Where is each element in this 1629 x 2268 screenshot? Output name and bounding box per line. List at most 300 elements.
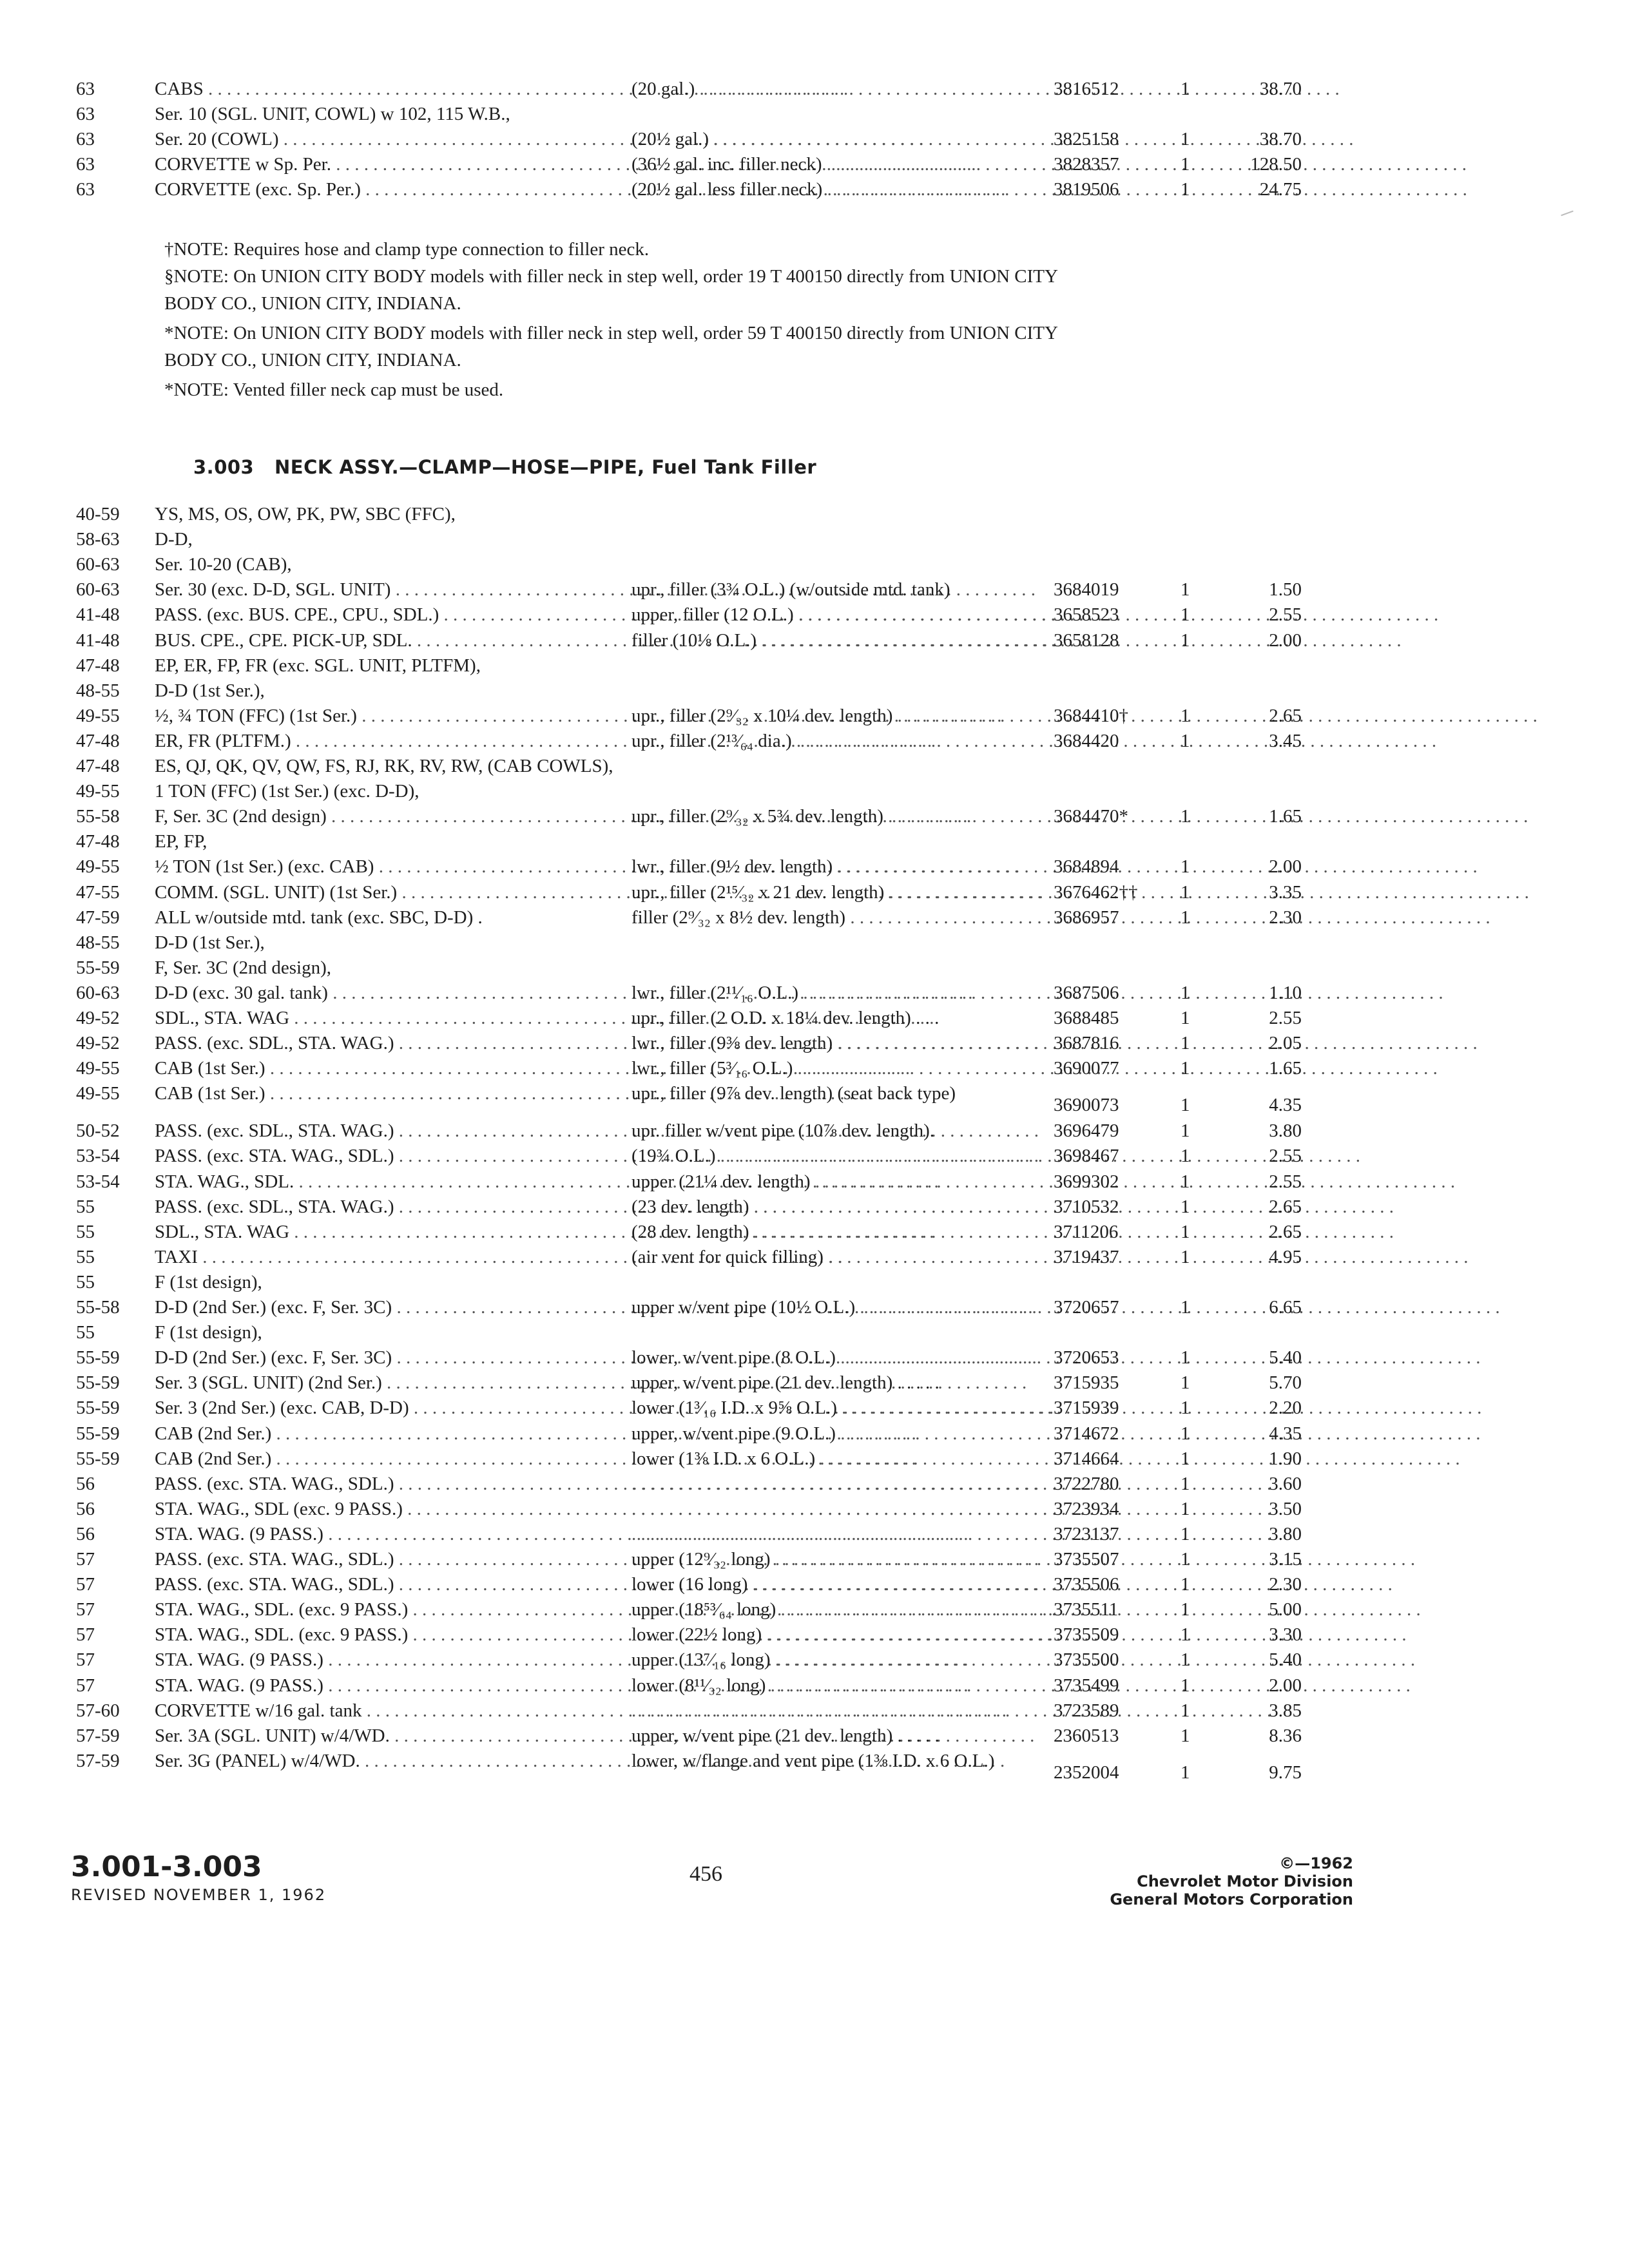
table-row [0,1723,1629,1749]
part-number: 3723934 [1054,1498,1119,1519]
model-application: SDL., STA. WAG . . . [155,1005,567,1031]
quantity: 1 [1181,1008,1190,1028]
table-row [0,1446,1629,1472]
model-application: STA. WAG., SDL. . . . [155,1169,567,1195]
model-application: Ser. 30 (exc. D-D, SGL. UNIT) . . . [155,577,567,602]
list-price: 38.70 [1259,129,1302,150]
quantity: 1 [1181,1649,1190,1671]
part-number: 3684019 [1054,579,1119,601]
model-years: 57-60 [76,1700,120,1721]
model-years: 57 [76,1649,95,1671]
table-row [0,1546,1629,1572]
list-price: 3.35 [1269,881,1302,903]
quantity: 1 [1181,1095,1190,1116]
list-price: 6.65 [1269,1297,1302,1318]
copyright: ©—1962 [1279,1854,1353,1872]
table-row [0,753,1629,779]
list-price: 1.65 [1269,1058,1302,1079]
quantity: 1 [1181,1372,1190,1394]
table-row [0,1055,1629,1081]
quantity: 1 [1181,1221,1190,1242]
list-price: 2.65 [1269,705,1302,726]
quantity: 1 [1181,1297,1190,1318]
section-range: 3.001-3.003 [71,1850,262,1883]
model-years: 60-63 [76,982,120,1003]
table-row [0,1571,1629,1597]
table-row [0,1030,1629,1056]
part-number: 3714664 [1054,1448,1119,1469]
table-row [0,803,1629,829]
part-description: upper (13⁷⁄₁₆ long) . . . [631,1647,1044,1673]
model-years: 63 [76,179,95,200]
note-vented-cap: *NOTE: Vented filler neck cap must be used. [164,380,504,400]
part-number: 2360513 [1054,1725,1119,1746]
model-application: 1 TON (FFC) (1st Ser.) (exc. D-D), [155,781,419,802]
model-years: 55 [76,1322,95,1343]
part-number: 3722780 [1054,1473,1119,1494]
part-number: 3819506 [1054,179,1119,200]
quantity: 1 [1181,1675,1190,1696]
part-description: upr. filler w/vent pipe (10⅞ dev. length). [631,1120,935,1142]
model-years: 49-55 [76,705,120,726]
model-application: CAB (1st Ser.) . . . [155,1055,567,1081]
list-price: 5.40 [1269,1649,1302,1671]
quantity: 1 [1181,730,1190,751]
model-years: 40-59 [76,504,120,524]
part-description: lwr., filler (5³⁄₁₆ O.L.) . . . [631,1055,1044,1081]
quantity: 1 [1181,1171,1190,1192]
part-description: (19¾ O.L.) . . . [631,1143,1044,1169]
part-number: 3658523 [1054,604,1119,626]
table-row [0,76,1629,102]
part-description: lwr., filler (9½ dev. length) . . . [631,854,1044,879]
model-years: 49-55 [76,781,120,802]
part-description: filler (10⅛ O.L.) . . . [631,628,1044,653]
quantity: 1 [1181,79,1190,99]
table-row [0,1521,1629,1547]
part-number: 3715939 [1054,1398,1119,1419]
table-row [0,1748,1629,1785]
model-application: STA. WAG., SDL. (exc. 9 PASS.) . . . [155,1597,567,1622]
part-number: 3684894 [1054,856,1119,878]
model-application: ES, QJ, QK, QV, QW, FS, RJ, RK, RV, RW, (CAB COWLS), [155,756,613,776]
model-application: ½, ¾ TON (FFC) (1st Ser.) . . . [155,703,567,729]
quantity: 1 [1181,856,1190,878]
model-years: 55-58 [76,1297,120,1318]
model-application: STA. WAG. (9 PASS.) . . . [155,1647,567,1673]
part-description: (20½ gal.) . . . [631,126,1044,152]
table-row [0,854,1629,879]
model-years: 55 [76,1246,95,1267]
list-price: 2.00 [1269,629,1302,651]
table-row [0,1370,1629,1396]
model-application: CABS . . . [155,76,567,102]
model-years: 47-59 [76,907,120,928]
part-number: 3723137 [1054,1523,1119,1544]
model-application: D-D, [155,529,193,550]
model-years: 57 [76,1675,95,1696]
model-years: 53-54 [76,1146,120,1167]
part-number: 3684420 [1054,730,1119,751]
part-description: lower (8¹¹⁄₃₂ long) . . . [631,1673,1044,1698]
model-years: 56 [76,1523,95,1544]
model-years: 55-59 [76,1448,120,1469]
model-years: 57 [76,1549,95,1570]
model-application: EP, ER, FP, FR (exc. SGL. UNIT, PLTFM), [155,655,481,676]
part-number: 3714672 [1054,1423,1119,1444]
part-number: 3696479 [1054,1120,1119,1142]
table-row [0,1194,1629,1220]
part-description: (air vent for quick filling) . . . [631,1244,1044,1270]
part-number: 2352004 [1054,1762,1119,1783]
table-row [0,1219,1629,1245]
table-row [0,1622,1629,1648]
quantity: 1 [1181,982,1190,1003]
list-price: 4.35 [1269,1095,1302,1116]
quantity: 1 [1181,1246,1190,1267]
list-price: 1.10 [1269,982,1302,1003]
part-number: 3723589 [1054,1700,1119,1721]
table-row [0,955,1629,981]
model-application: F, Ser. 3C (2nd design) . . . [155,803,567,829]
division-name: Chevrolet Motor Division [1137,1872,1353,1890]
model-application: PASS. (exc. SDL., STA. WAG.) . . . [155,1118,567,1144]
model-years: 49-55 [76,1058,120,1079]
note-hose-clamp: †NOTE: Requires hose and clamp type connection to filler neck. [164,239,650,260]
part-number: 3719437 [1054,1246,1119,1267]
model-application: STA. WAG., SDL. (exc. 9 PASS.) . . . [155,1622,567,1648]
part-description: (20 gal.) . . . [631,76,1044,102]
part-description: upr., filler (3¾ O.L.) (w/outside mtd. tank) [631,579,950,601]
footer-right [1031,1854,1353,1908]
quantity: 1 [1181,1120,1190,1142]
quantity: 1 [1181,1549,1190,1570]
model-application: SDL., STA. WAG . . . [155,1219,567,1245]
part-description: upper (12⁹⁄₃₂ long) . . . [631,1546,1044,1572]
model-application: STA. WAG., SDL (exc. 9 PASS.) . . . [155,1496,567,1522]
model-years: 63 [76,129,95,150]
list-price: 3.85 [1269,1700,1302,1721]
model-years: 41-48 [76,604,120,626]
model-years: 55-59 [76,1347,120,1369]
stray-mark [1561,211,1573,216]
model-years: 57 [76,1574,95,1595]
quantity: 1 [1181,1498,1190,1519]
part-number: 3687506 [1054,982,1119,1003]
model-years: 57-59 [76,1750,120,1771]
model-application: ER, FR (PLTFM.) . . . [155,728,567,754]
model-application: PASS. (exc. BUS. CPE., CPU., SDL.) . . . [155,602,567,628]
part-number: 3715935 [1054,1372,1119,1394]
quantity: 1 [1181,1398,1190,1419]
part-number: 3710532 [1054,1196,1119,1217]
quantity: 1 [1181,1473,1190,1494]
model-application: Ser. 20 (COWL) . . . [155,126,567,152]
list-price: 4.95 [1269,1246,1302,1267]
list-price: 3.45 [1269,730,1302,751]
model-application: PASS. (exc. STA. WAG., SDL.) . . . [155,1571,567,1597]
quantity: 1 [1181,1196,1190,1217]
list-price: 2.65 [1269,1221,1302,1242]
list-price: 2.55 [1269,1146,1302,1167]
list-price: 128.50 [1250,154,1302,175]
model-application: YS, MS, OS, OW, PK, PW, SBC (FFC), [155,504,456,524]
model-years: 47-48 [76,756,120,776]
model-years: 55-58 [76,806,120,827]
part-number: 3658128 [1054,629,1119,651]
model-years: 49-55 [76,856,120,878]
part-description: (36½ gal. inc. filler neck) . . . [631,151,1044,177]
list-price: 24.75 [1259,179,1302,200]
model-years: 55 [76,1271,95,1293]
table-row [0,577,1629,602]
model-years: 49-52 [76,1008,120,1028]
quantity: 1 [1181,129,1190,150]
list-price: 8.36 [1269,1725,1302,1746]
model-application: CORVETTE w/16 gal. tank . . . [155,1698,567,1724]
model-application: STA. WAG. (9 PASS.) . . . [155,1521,567,1547]
list-price: 3.15 [1269,1549,1302,1570]
quantity: 1 [1181,1058,1190,1079]
model-application: CAB (2nd Ser.) . . . [155,1446,567,1472]
part-description: lwr., filler (2¹¹⁄₁₆ O.L.) . . . [631,980,1044,1006]
table-row [0,1143,1629,1169]
model-application: TAXI . . . [155,1244,567,1270]
table-row [0,1647,1629,1673]
part-description: (23 dev. length) . . . [631,1194,1044,1220]
part-description: (28 dev. length) . . . [631,1219,1044,1245]
part-description: upper (18⁵³⁄₆₄ long) . . . [631,1597,1044,1622]
part-number: 3676462†† [1054,881,1138,903]
part-description: lower (1⅜ I.D. x 6 O.L.) . . . [631,1446,1044,1472]
part-description: upr., filler (2⁹⁄₃₂ x 5¾ dev. length) . . . [631,803,1044,829]
part-number: 3735511 [1054,1599,1119,1620]
table-row [0,602,1629,628]
model-application: Ser. 10-20 (CAB), [155,554,292,575]
part-description: upper w/vent pipe (10½ O.L.) . . . [631,1294,1044,1320]
part-number: 3735499 [1054,1675,1119,1696]
model-application: CAB (1st Ser.) . . . [155,1081,567,1106]
list-price: 2.00 [1269,856,1302,878]
quantity: 1 [1181,806,1190,827]
model-years: 55-59 [76,1372,120,1394]
list-price: 3.30 [1269,1624,1302,1646]
model-years: 47-48 [76,831,120,852]
part-number: 3684470* [1054,806,1128,827]
section-title: NECK ASSY.—CLAMP—HOSE—PIPE, [275,456,645,478]
part-description: lwr., filler (9⅜ dev. length) . . . [631,1030,1044,1056]
table-row [0,1421,1629,1446]
table-row [0,879,1629,905]
model-years: 57 [76,1624,95,1646]
model-application: CORVETTE w Sp. Per. . . . [155,151,567,177]
quantity: 1 [1181,881,1190,903]
corporation-name: General Motors Corporation [1110,1890,1353,1908]
table-row [0,501,1629,527]
table-row [0,1320,1629,1345]
table-row [0,1673,1629,1698]
model-years: 53-54 [76,1171,120,1192]
model-application: PASS. (exc. STA. WAG., SDL.) . . . [155,1471,567,1497]
model-application: Ser. 3G (PANEL) w/4/WD. . . . [155,1748,567,1774]
list-price: 2.55 [1269,604,1302,626]
list-price: 2.30 [1269,907,1302,928]
part-description: upper, w/vent pipe (21 dev. length) . . . . . [631,1372,940,1394]
table-row [0,1698,1629,1724]
model-years: 60-63 [76,579,120,601]
part-number: 3688485 [1054,1008,1119,1028]
model-application: PASS. (exc. SDL., STA. WAG.) . . . [155,1194,567,1220]
model-application: F (1st design), [155,1271,262,1293]
model-years: 47-48 [76,655,120,676]
model-application: PASS. (exc. STA. WAG., SDL.) . . . [155,1546,567,1572]
model-years: 48-55 [76,932,120,953]
model-years: 55-59 [76,1398,120,1419]
quantity: 1 [1181,1423,1190,1444]
table-row [0,829,1629,854]
table-row [0,1597,1629,1622]
model-application: PASS. (exc. STA. WAG., SDL.) . . . [155,1143,567,1169]
part-description: upr., filler (9⅞ dev. length) (seat back type) [631,1083,956,1104]
quantity: 1 [1181,154,1190,175]
table-row [0,703,1629,729]
model-years: 60-63 [76,554,120,575]
model-years: 55 [76,1221,95,1242]
table-row [0,930,1629,956]
model-application: ALL w/outside mtd. tank (exc. SBC, D-D) . [155,907,483,928]
model-years: 47-48 [76,730,120,751]
list-price: 38.70 [1259,79,1302,99]
model-years: 57 [76,1599,95,1620]
part-number: 3828357 [1054,154,1119,175]
model-application: Ser. 3A (SGL. UNIT) w/4/WD. . . . [155,1723,567,1749]
model-years: 55-59 [76,957,120,978]
model-application: D-D (2nd Ser.) (exc. F, Ser. 3C) . . . [155,1294,567,1320]
part-description [631,1471,1044,1497]
model-years: 49-52 [76,1033,120,1054]
part-description: upper, filler (12 O.L.) . . . [631,602,1044,628]
quantity: 1 [1181,629,1190,651]
table-row [0,728,1629,754]
model-application: CORVETTE (exc. Sp. Per.) . . . [155,177,567,202]
part-number: 3720653 [1054,1347,1119,1369]
quantity: 1 [1181,1599,1190,1620]
part-description: upper, w/vent pipe (9 O.L.) . . . [631,1421,1044,1446]
model-years: 63 [76,104,95,125]
quantity: 1 [1181,1448,1190,1469]
list-price: 2.55 [1269,1171,1302,1192]
model-years: 55-59 [76,1423,120,1444]
section-heading [193,456,816,478]
part-number: 3720657 [1054,1297,1119,1318]
quantity: 1 [1181,1624,1190,1646]
part-description: lower, w/flange and vent pipe (1⅜ I.D. x 6 O.L.) [631,1750,995,1771]
table-row [0,678,1629,704]
part-number: 3684410† [1054,705,1128,726]
quantity: 1 [1181,1762,1190,1783]
list-price: 2.55 [1269,1008,1302,1028]
model-application: COMM. (SGL. UNIT) (1st Ser.) . . . [155,879,567,905]
part-description: upper, w/vent pipe (21 dev. length) . . . . . [631,1725,940,1746]
list-price: 2.05 [1269,1033,1302,1054]
page-number: 456 [689,1862,722,1886]
table-row [0,1169,1629,1195]
table-row [0,905,1629,930]
model-application: D-D (1st Ser.), [155,680,265,701]
list-price: 3.80 [1269,1120,1302,1142]
quantity: 1 [1181,579,1190,601]
part-number: 3735509 [1054,1624,1119,1646]
model-years: 49-55 [76,1083,120,1104]
list-price: 3.60 [1269,1473,1302,1494]
part-description [631,1698,1044,1724]
quantity: 1 [1181,179,1190,200]
quantity: 1 [1181,1700,1190,1721]
list-price: 1.90 [1269,1448,1302,1469]
model-years: 47-55 [76,881,120,903]
part-description: filler (2⁹⁄₃₂ x 8½ dev. length) . . . [631,905,1044,930]
footer-left [71,1850,326,1906]
list-price: 1.50 [1269,579,1302,601]
list-price: 1.65 [1269,806,1302,827]
part-description: upr., filler (2 O.D. x 18¼ dev. length) . . . [631,1008,940,1028]
part-description: upr., filler (2¹⁵⁄₃₂ x 21 dev. length) . . . [631,879,1044,905]
revised-date: REVISED NOVEMBER 1, 1962 [71,1886,327,1904]
part-number: 3735500 [1054,1649,1119,1671]
list-price: 2.65 [1269,1196,1302,1217]
model-application: D-D (1st Ser.), [155,932,265,953]
table-row [0,177,1629,202]
part-number: 3686957 [1054,907,1119,928]
model-application: ½ TON (1st Ser.) (exc. CAB) . . . [155,854,567,879]
table-row [0,1081,1629,1118]
quantity: 1 [1181,907,1190,928]
model-application: PASS. (exc. SDL., STA. WAG.) . . . [155,1030,567,1056]
quantity: 1 [1181,1725,1190,1746]
model-application: D-D (2nd Ser.) (exc. F, Ser. 3C) . . . [155,1345,567,1370]
list-price: 5.00 [1269,1599,1302,1620]
quantity: 1 [1181,1347,1190,1369]
table-row [0,628,1629,653]
model-application: BUS. CPE., CPE. PICK-UP, SDL. . . . [155,628,567,653]
model-application: F, Ser. 3C (2nd design), [155,957,331,978]
model-application: STA. WAG. (9 PASS.) . . . [155,1673,567,1698]
model-years: 63 [76,154,95,175]
quantity: 1 [1181,1574,1190,1595]
list-price: 5.70 [1269,1372,1302,1394]
table-row [0,1005,1629,1031]
model-years: 48-55 [76,680,120,701]
model-years: 57-59 [76,1725,120,1746]
part-number: 3690073 [1054,1095,1119,1116]
part-description: upr., filler (2⁹⁄₃₂ x 10¼ dev. length) . . . [631,703,1044,729]
table-row [0,1345,1629,1370]
part-description: upr., filler (2¹³⁄₆₄ dia.) . . . [631,728,1044,754]
part-number: 3699302 [1054,1171,1119,1192]
model-application: Ser. 3 (2nd Ser.) (exc. CAB, D-D) . . . [155,1395,567,1421]
quantity: 1 [1181,604,1190,626]
section-number: 3.003 [193,456,255,478]
part-number: 3825158 [1054,129,1119,150]
part-number: 3816512 [1054,79,1119,99]
quantity: 1 [1181,705,1190,726]
quantity: 1 [1181,1523,1190,1544]
table-row [0,653,1629,678]
list-price: 4.35 [1269,1423,1302,1444]
model-years: 56 [76,1473,95,1494]
part-number: 3687816 [1054,1033,1119,1054]
model-application: Ser. 10 (SGL. UNIT, COWL) w 102, 115 W.B., [155,104,510,125]
